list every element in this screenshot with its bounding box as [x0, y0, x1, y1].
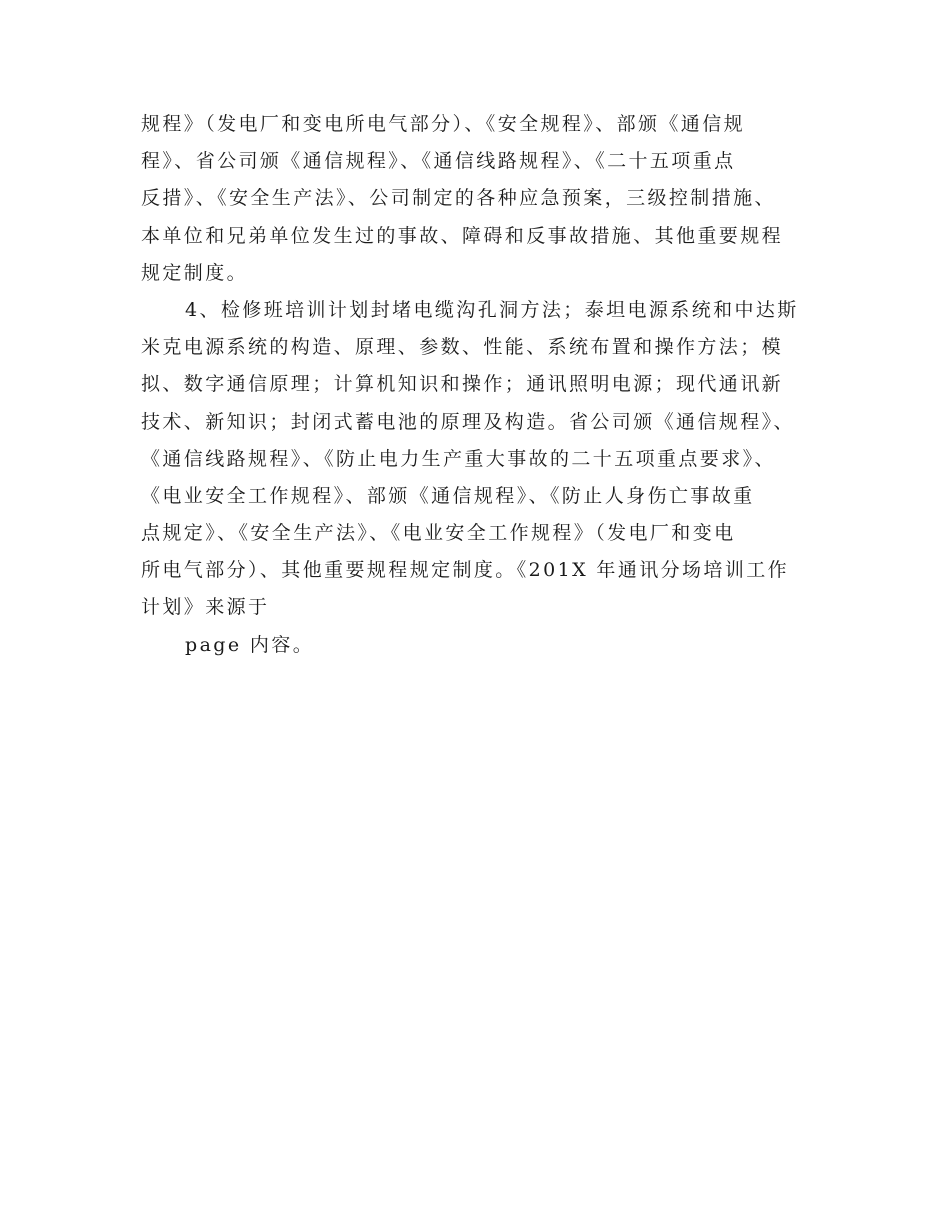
text-line: 计划》来源于 — [141, 596, 270, 619]
text-line: 规定制度。 — [141, 261, 249, 284]
text-line: 本单位和兄弟单位发生过的事故、障碍和反事故措施、其他重要规程 — [141, 224, 784, 247]
text-line: page 内容。 — [185, 633, 315, 656]
paragraph-maintenance-training — [141, 292, 811, 627]
paragraph-regulations — [141, 106, 811, 292]
text-line: 程》、省公司颁《通信规程》、《通信线路规程》、《二十五项重点 — [141, 150, 736, 173]
text-line: 拟、数字通信原理；计算机知识和操作；通讯照明电源；现代通讯新 — [141, 373, 784, 396]
text-line: 4、检修班培训计划封堵电缆沟孔洞方法；泰坦电源系统和中达斯 — [185, 298, 799, 321]
text-line: 点规定》、《安全生产法》、《电业安全工作规程》（发电厂和变电 — [141, 522, 736, 545]
document-body — [141, 106, 811, 664]
paragraph-source — [141, 627, 811, 664]
text-line: 《通信线路规程》、《防止电力生产重大事故的二十五项重点要求》、 — [141, 447, 776, 470]
text-line: 规程》（发电厂和变电所电气部分）、《安全规程》、部颁《通信规 — [141, 113, 746, 135]
text-line: 所电气部分）、其他重要规程规定制度。《201X 年通讯分场培训工作 — [141, 559, 790, 582]
text-line: 技术、新知识；封闭式蓄电池的原理及构造。省公司颁《通信规程》、 — [141, 410, 795, 433]
text-line: 反措》、《安全生产法》、公司制定的各种应急预案，三级控制措施、 — [141, 187, 776, 210]
text-line: 《电业安全工作规程》、部颁《通信规程》、《防止人身伤亡事故重 — [141, 484, 755, 507]
text-line: 米克电源系统的构造、原理、参数、性能、系统布置和操作方法；模 — [141, 336, 784, 359]
